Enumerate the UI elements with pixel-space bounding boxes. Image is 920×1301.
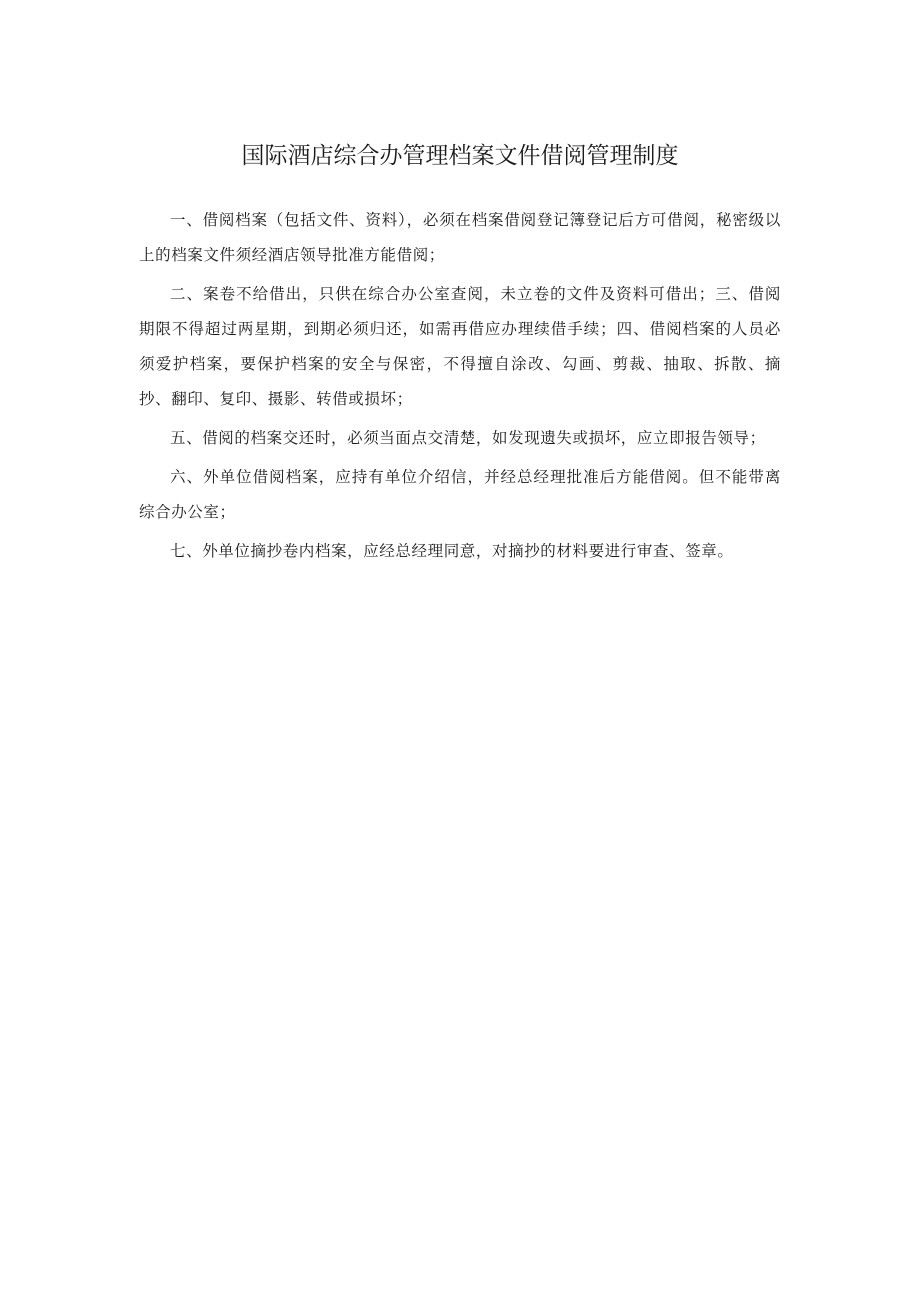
paragraph-4: 六、外单位借阅档案，应持有单位介绍信，并经总经理批准后方能借阅。但不能带离综合办公室； [139,468,781,521]
document-body [139,203,781,573]
paragraph-2: 二、案卷不给借出，只供在综合办公室查阅，未立卷的文件及资料可借出；三、借阅期限不得超过两星期，到期必须归还，如需再借应办理续借手续；四、借阅档案的人员必须爱护档案，要保护档案的安全与保密，不得擅自涂改、勾画、剪裁、抽取、拆散、摘抄、翻印、复印、摄影、转借或损坏； [139,285,781,408]
paragraph-5: 七、外单位摘抄卷内档案，应经总经理同意，对摘抄的材料要进行审查、签章。 [170,542,734,560]
paragraph-3: 五、借阅的档案交还时，必须当面点交清楚，如发现遗失或损坏，应立即报告领导； [170,429,766,447]
document-title: 国际酒店综合办管理档案文件借阅管理制度 [241,143,679,169]
paragraph-1: 一、借阅档案（包括文件、资料），必须在档案借阅登记簿登记后方可借阅，秘密级以上的档案文件须经酒店领导批准方能借阅； [139,211,781,264]
